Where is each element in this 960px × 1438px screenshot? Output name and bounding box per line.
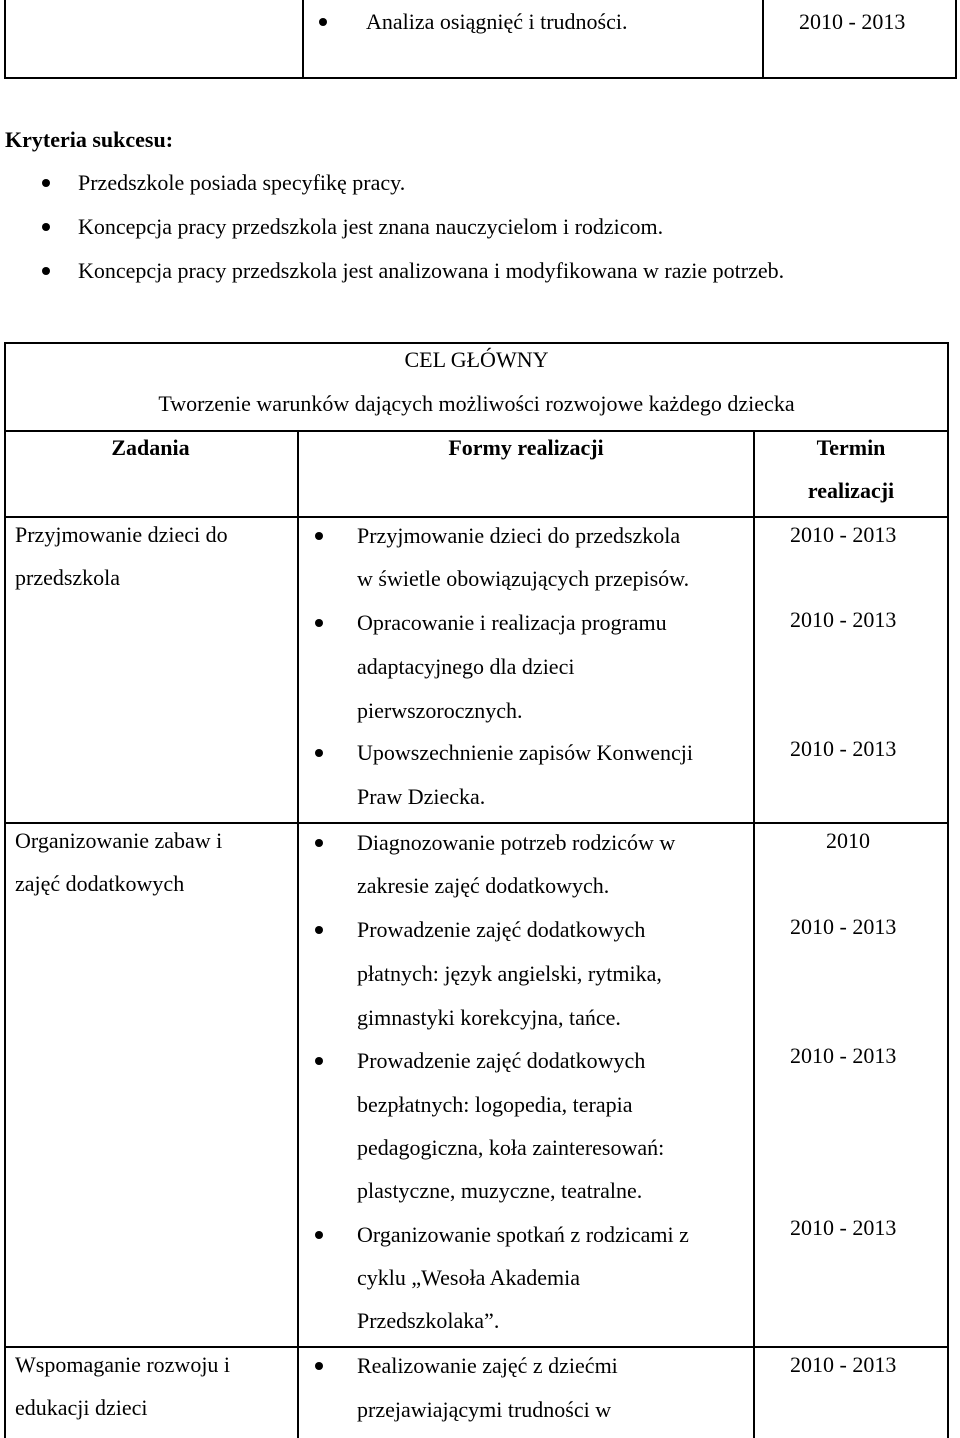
task-cell: Wspomaganie rozwoju i <box>15 1352 231 1377</box>
term-cell: 2010 - 2013 <box>790 1215 897 1240</box>
header-forms: Formy realizacji <box>448 435 604 460</box>
term-cell: 2010 - 2013 <box>790 607 897 632</box>
term-cell: 2010 - 2013 <box>790 914 897 939</box>
form-line: pierwszorocznych. <box>357 698 523 723</box>
header-term-2: realizacji <box>807 478 895 503</box>
term-cell: 2010 - 2013 <box>790 736 897 761</box>
term-cell: 2010 <box>826 828 870 853</box>
form-line: Przyjmowanie dzieci do przedszkola <box>357 523 681 548</box>
form-line: zakresie zajęć dodatkowych. <box>357 873 610 898</box>
term-cell: 2010 - 2013 <box>790 1043 897 1068</box>
task-cell: edukacji dzieci <box>15 1395 148 1420</box>
form-line: Diagnozowanie potrzeb rodziców w <box>357 830 676 855</box>
form-line: plastyczne, muzyczne, teatralne. <box>357 1178 643 1203</box>
bullet-icon <box>42 223 50 231</box>
form-line: Prowadzenie zajęć dodatkowych <box>357 1048 646 1073</box>
form-line: Organizowanie spotkań z rodzicami z <box>357 1222 689 1247</box>
bullet-icon <box>319 18 327 26</box>
top-row-term: 2010 - 2013 <box>799 9 906 34</box>
form-line: bezpłatnych: logopedia, terapia <box>357 1092 633 1117</box>
form-line: Prowadzenie zajęć dodatkowych <box>357 917 646 942</box>
form-line: Upowszechnienie zapisów Konwencji <box>357 740 694 765</box>
header-term: Termin <box>816 435 886 460</box>
bullet-icon <box>42 179 50 187</box>
form-line: adaptacyjnego dla dzieci <box>357 654 575 679</box>
form-line: płatnych: język angielski, rytmika, <box>357 961 662 986</box>
term-cell: 2010 - 2013 <box>790 522 897 547</box>
bullet-icon <box>315 749 323 757</box>
list-item: Koncepcja pracy przedszkola jest analizowana i modyfikowana w razie potrzeb. <box>78 258 785 283</box>
list-item: Przedszkole posiada specyfikę pracy. <box>78 170 406 195</box>
table-subtitle: Tworzenie warunków dających możliwości rozwojowe każdego dziecka <box>158 391 795 416</box>
task-cell: Przyjmowanie dzieci do <box>15 522 228 547</box>
form-line: Opracowanie i realizacja programu <box>357 610 667 635</box>
bullet-icon <box>315 839 323 847</box>
task-cell: zajęć dodatkowych <box>15 871 185 896</box>
criteria-heading: Kryteria sukcesu: <box>5 127 174 152</box>
form-line: Przedszkolaka”. <box>357 1308 500 1333</box>
bullet-icon <box>42 267 50 275</box>
task-cell: Organizowanie zabaw i <box>15 828 223 853</box>
table-title: CEL GŁÓWNY <box>404 347 549 372</box>
bullet-icon <box>315 1057 323 1065</box>
bullet-icon <box>315 1231 323 1239</box>
task-cell: przedszkola <box>15 565 121 590</box>
form-line: gimnastyki korekcyjna, tańce. <box>357 1005 621 1030</box>
header-tasks: Zadania <box>111 435 190 460</box>
form-line: w świetle obowiązujących przepisów. <box>357 566 690 591</box>
form-line: cyklu „Wesoła Akademia <box>357 1265 581 1290</box>
form-line: Realizowanie zajęć z dziećmi <box>357 1353 618 1378</box>
form-line: przejawiającymi trudności w <box>357 1397 612 1422</box>
bullet-icon <box>315 619 323 627</box>
list-item: Koncepcja pracy przedszkola jest znana nauczycielom i rodzicom. <box>78 214 664 239</box>
top-row-item: Analiza osiągnięć i trudności. <box>366 9 628 34</box>
form-line: pedagogiczna, koła zainteresowań: <box>357 1135 665 1160</box>
form-line: Praw Dziecka. <box>357 784 486 809</box>
bullet-icon <box>315 532 323 540</box>
bullet-icon <box>315 1362 323 1370</box>
term-cell: 2010 - 2013 <box>790 1352 897 1377</box>
bullet-icon <box>315 926 323 934</box>
